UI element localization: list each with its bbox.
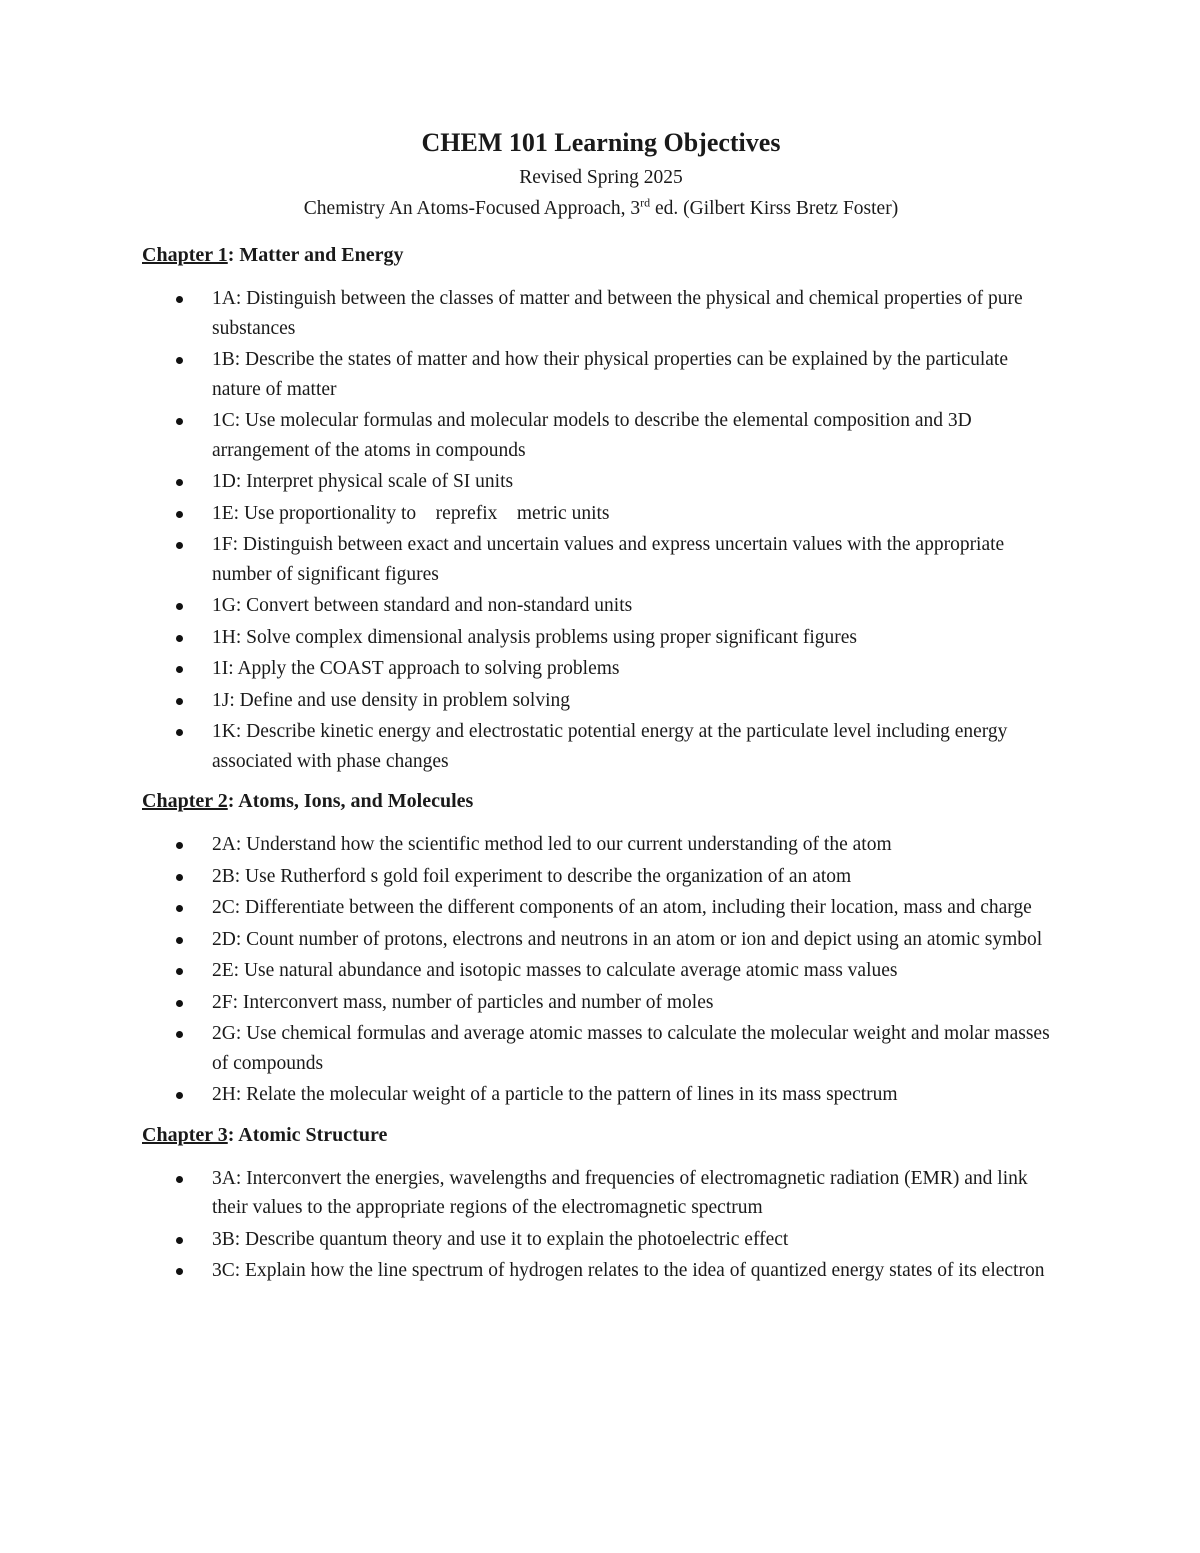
chapter-heading bbox=[142, 1120, 1060, 1150]
objective-list bbox=[142, 284, 1060, 776]
objective-item bbox=[142, 406, 1060, 465]
objective-item bbox=[142, 530, 1060, 589]
objective-item bbox=[142, 345, 1060, 404]
objective-text: 3A: Interconvert the energies, wavelengths and frequencies of electromagnetic radiation (EMR) and link their values to the appropriate regions of the electromagnetic spectrum bbox=[212, 1167, 1033, 1218]
objective-list bbox=[142, 830, 1060, 1110]
objective-text: 2E: Use natural abundance and isotopic masses to calculate average atomic mass values bbox=[212, 960, 898, 981]
chapter-section-3 bbox=[142, 1120, 1060, 1286]
chapter-title: : Atomic Structure bbox=[227, 1123, 388, 1146]
objective-text: 2H: Relate the molecular weight of a particle to the pattern of lines in its mass spectrum bbox=[212, 1084, 898, 1105]
bullet-icon bbox=[176, 905, 183, 912]
objective-list bbox=[142, 1164, 1060, 1286]
objective-item bbox=[142, 893, 1060, 923]
objective-text: 1F: Distinguish between exact and uncertain values and express uncertain values with the appropriate number of significant figures bbox=[212, 534, 1010, 585]
chapter-heading bbox=[142, 240, 1060, 270]
objective-item bbox=[142, 1164, 1060, 1223]
objective-item bbox=[142, 686, 1060, 716]
bullet-icon bbox=[176, 357, 183, 364]
objective-item bbox=[142, 1080, 1060, 1110]
objective-text: 2D: Count number of protons, electrons and neutrons in an atom or ion and depict using an atomic symbol bbox=[212, 928, 1043, 950]
objective-item bbox=[142, 499, 1060, 529]
bullet-icon bbox=[176, 729, 183, 736]
bullet-icon bbox=[176, 1031, 183, 1038]
chapter-title: : Matter and Energy bbox=[227, 244, 404, 266]
bullet-icon bbox=[176, 1000, 183, 1007]
bullet-icon bbox=[176, 296, 183, 303]
objective-item bbox=[142, 830, 1060, 860]
textbook-suffix: ed. (Gilbert Kirss Bretz Foster) bbox=[650, 198, 899, 219]
bullet-icon bbox=[176, 1176, 183, 1183]
objective-text: 2F: Interconvert mass, number of particles and number of moles bbox=[212, 991, 714, 1013]
bullet-icon bbox=[176, 874, 183, 881]
textbook-reference bbox=[142, 193, 1060, 224]
objective-item bbox=[142, 591, 1060, 621]
objective-text: 2C: Differentiate between the different components of an atom, including their location, mass and charge bbox=[212, 897, 1032, 918]
objective-text: 1E: Use proportionality to reprefix metric units bbox=[212, 502, 610, 524]
document-title: CHEM 101 Learning Objectives bbox=[421, 128, 781, 157]
bullet-icon bbox=[176, 1268, 183, 1275]
bullet-icon bbox=[176, 418, 183, 425]
bullet-icon bbox=[176, 1237, 183, 1244]
objective-text: 1D: Interpret physical scale of SI units bbox=[212, 471, 514, 492]
objective-text: 3C: Explain how the line spectrum of hydrogen relates to the idea of quantized energy states of its electron bbox=[212, 1260, 1045, 1281]
bullet-icon bbox=[176, 666, 183, 673]
objective-text: 1I: Apply the COAST approach to solving problems bbox=[212, 658, 620, 679]
objective-item bbox=[142, 284, 1060, 343]
bullet-icon bbox=[176, 698, 183, 705]
objective-item bbox=[142, 467, 1060, 497]
objective-text: 2B: Use Rutherford s gold foil experiment to describe the organization of an atom bbox=[212, 865, 852, 887]
bullet-icon bbox=[176, 511, 183, 518]
objective-text: 2A: Understand how the scientific method led to our current understanding of the atom bbox=[212, 834, 892, 855]
bullet-icon bbox=[176, 1092, 183, 1099]
objective-item bbox=[142, 1256, 1060, 1286]
bullet-icon bbox=[176, 842, 183, 849]
bullet-icon bbox=[176, 635, 183, 642]
objective-item bbox=[142, 1019, 1060, 1078]
objective-text: 1A: Distinguish between the classes of matter and between the physical and chemical properties of pure substances bbox=[212, 288, 1028, 339]
chapter-label: Chapter 3 bbox=[142, 1123, 228, 1146]
objective-text: 1K: Describe kinetic energy and electrostatic potential energy at the particulate level including energy associated with phase changes bbox=[212, 721, 1013, 772]
objective-item bbox=[142, 717, 1060, 776]
objective-text: 2G: Use chemical formulas and average atomic masses to calculate the molecular weight and molar masses of compounds bbox=[212, 1023, 1055, 1074]
textbook-prefix: Chemistry An Atoms-Focused Approach, 3 bbox=[303, 198, 641, 219]
textbook-edition-sup: rd bbox=[640, 195, 651, 210]
chapter-section-1 bbox=[142, 240, 1060, 776]
objective-item bbox=[142, 623, 1060, 653]
objective-text: 1J: Define and use density in problem solving bbox=[212, 689, 570, 711]
bullet-icon bbox=[176, 603, 183, 610]
objective-text: 1H: Solve complex dimensional analysis problems using proper significant figures bbox=[212, 626, 858, 648]
objective-item bbox=[142, 925, 1060, 955]
objective-text: 1B: Describe the states of matter and how their physical properties can be explained by the particulate nature of matter bbox=[212, 349, 1013, 400]
bullet-icon bbox=[176, 479, 183, 486]
chapters-container bbox=[142, 240, 1060, 1286]
objective-item bbox=[142, 956, 1060, 986]
chapter-heading bbox=[142, 786, 1060, 816]
objective-item bbox=[142, 862, 1060, 892]
chapter-label: Chapter 2 bbox=[142, 790, 228, 812]
objective-item bbox=[142, 1225, 1060, 1255]
objective-item bbox=[142, 654, 1060, 684]
chapter-title: : Atoms, Ions, and Molecules bbox=[227, 790, 474, 812]
chapter-label: Chapter 1 bbox=[142, 244, 228, 266]
bullet-icon bbox=[176, 937, 183, 944]
chapter-section-2 bbox=[142, 786, 1060, 1110]
revision-note: Revised Spring 2025 bbox=[519, 167, 683, 188]
objective-text: 1C: Use molecular formulas and molecular models to describe the elemental composition and 3D arrangement of the atoms in compounds bbox=[212, 410, 977, 461]
objective-item bbox=[142, 988, 1060, 1018]
objective-text: 3B: Describe quantum theory and use it to explain the photoelectric effect bbox=[212, 1228, 789, 1250]
bullet-icon bbox=[176, 968, 183, 975]
objective-text: 1G: Convert between standard and non-standard units bbox=[212, 595, 633, 616]
bullet-icon bbox=[176, 542, 183, 549]
